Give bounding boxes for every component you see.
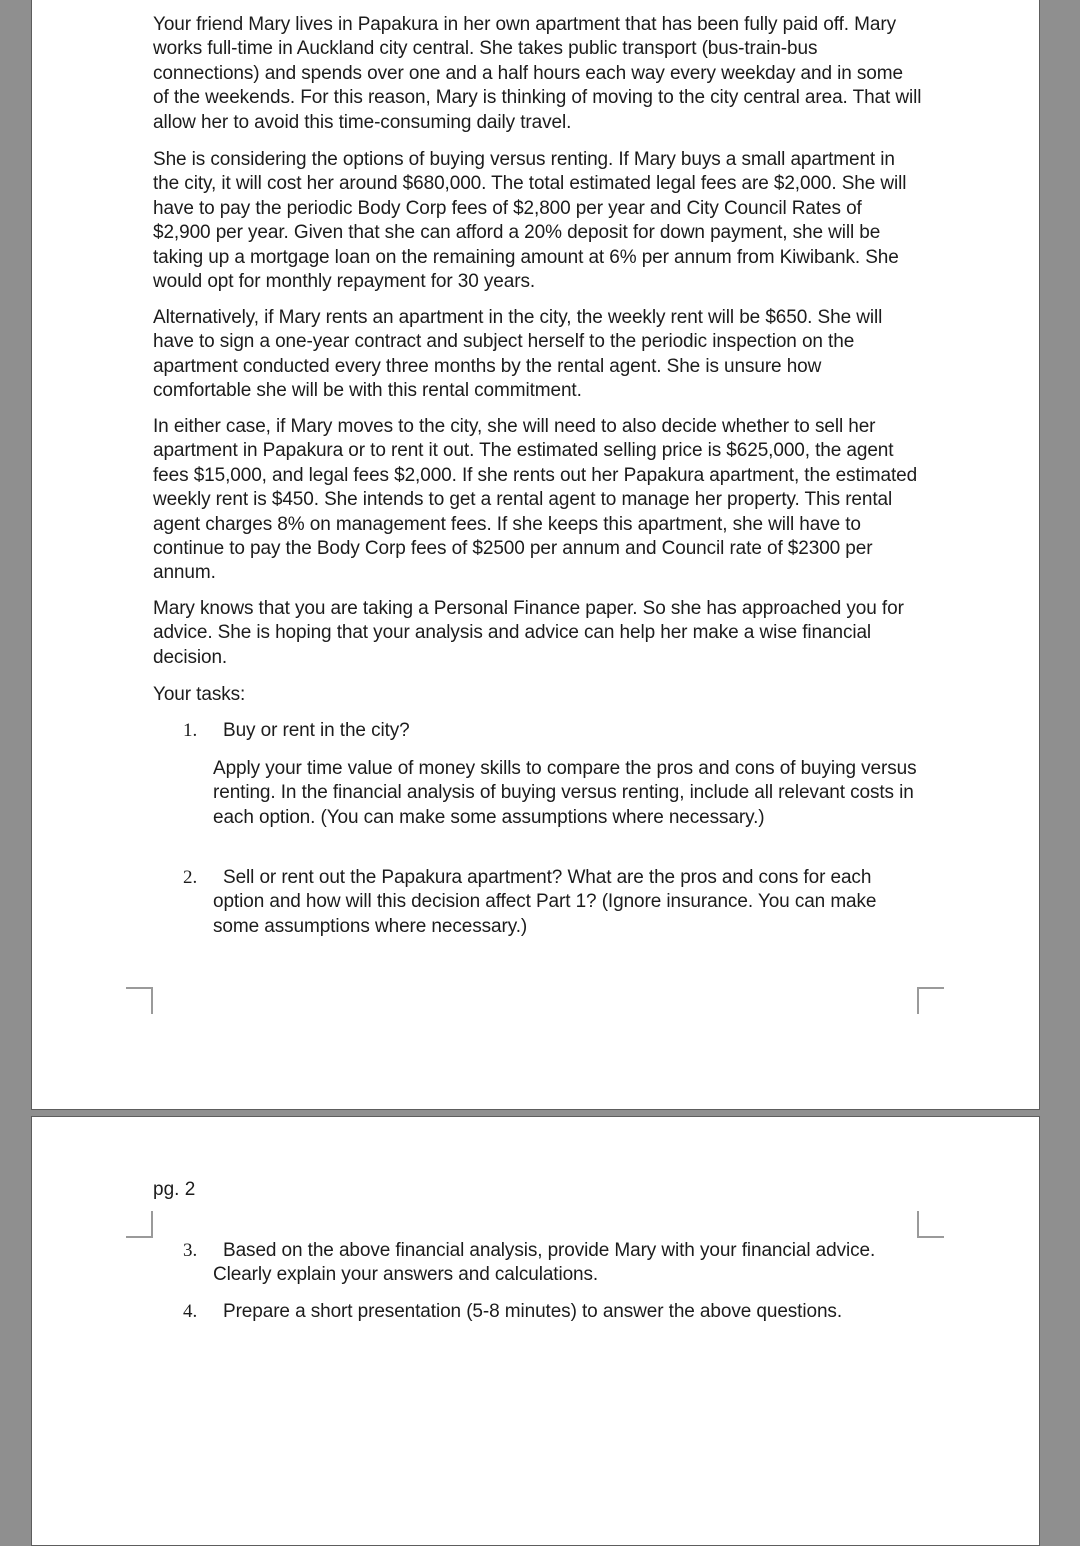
paragraph-renting: Alternatively, if Mary rents an apartment in the city, the weekly rent will be $650. She will have to sign a one-year contract and subject herself to the periodic inspection on the apartment conducted every three months by the rental agent. She is unsure how comfortable she will be with this rental commitment. — [153, 307, 883, 402]
page-margin-corner-top-left — [126, 1211, 153, 1238]
paragraph-papakura: In either case, if Mary moves to the city, she will need to also decide whether to sell her apartment in Papakura or to rent it out. The estimated selling price is $625,000, the agent fees $15,000, and legal fees $2,000. If she rents out her Papakura apartment, the estimated weekly rent is $450. She intends to get a rental agent to manage her property. This rental agent charges 8% on management fees. If she keeps this apartment, she will have to continue to pay the Body Corp fees of $2500 per annum and Council rate of $2300 per annum. — [153, 416, 918, 584]
task-1-number: 1. — [183, 720, 198, 741]
page-margin-corner-top-right — [917, 1211, 944, 1238]
task-4-text: Prepare a short presentation (5-8 minutes) to answer the above questions. — [223, 1301, 842, 1322]
paragraph-intro: Your friend Mary lives in Papakura in her own apartment that has been fully paid off. Mary works full-time in Auckland city central. She takes public transport (bus-train-bus connections) and spends over one and a half hours each way every weekday and in some of the weekends. For this reason, Mary is thinking of moving to the city central area. That will allow her to avoid this time-consuming daily travel. — [153, 14, 922, 133]
document-page-2 — [31, 1116, 1040, 1546]
page-number-label: pg. 2 — [153, 1179, 196, 1200]
document-page-1 — [31, 0, 1040, 1110]
tasks-heading: Your tasks: — [153, 684, 246, 705]
task-4-number: 4. — [183, 1301, 198, 1322]
task-2-number: 2. — [183, 867, 198, 888]
task-1-title: Buy or rent in the city? — [223, 720, 410, 741]
task-3-text: Based on the above financial analysis, provide Mary with your financial advice. Clearly explain your answers and calculations. — [213, 1240, 876, 1286]
task-2-text: Sell or rent out the Papakura apartment? What are the pros and cons for each option and how will this decision affect Part 1? (Ignore insurance. You can make some assumptions where necessary.) — [213, 867, 877, 937]
page-margin-corner-bottom-left — [126, 987, 153, 1014]
paragraph-buying: She is considering the options of buying versus renting. If Mary buys a small apartment in the city, it will cost her around $680,000. The total estimated legal fees are $2,000. She will have to pay the periodic Body Corp fees of $2,800 per year and City Council Rates of $2,900 per year. Given that she can afford a 20% deposit for down payment, she will be taking up a mortgage loan on the remaining amount at 6% per annum from Kiwibank. She would opt for monthly repayment for 30 years. — [153, 149, 907, 293]
paragraph-advice-request: Mary knows that you are taking a Personal Finance paper. So she has approached you for advice. She is hoping that your analysis and advice can help her make a wise financial decision. — [153, 598, 904, 668]
task-3-number: 3. — [183, 1240, 198, 1261]
page-margin-corner-bottom-right — [917, 987, 944, 1014]
task-1-body: Apply your time value of money skills to compare the pros and cons of buying versus renting. In the financial analysis of buying versus renting, include all relevant costs in each option. (You can make some assumptions where necessary.) — [213, 758, 917, 828]
